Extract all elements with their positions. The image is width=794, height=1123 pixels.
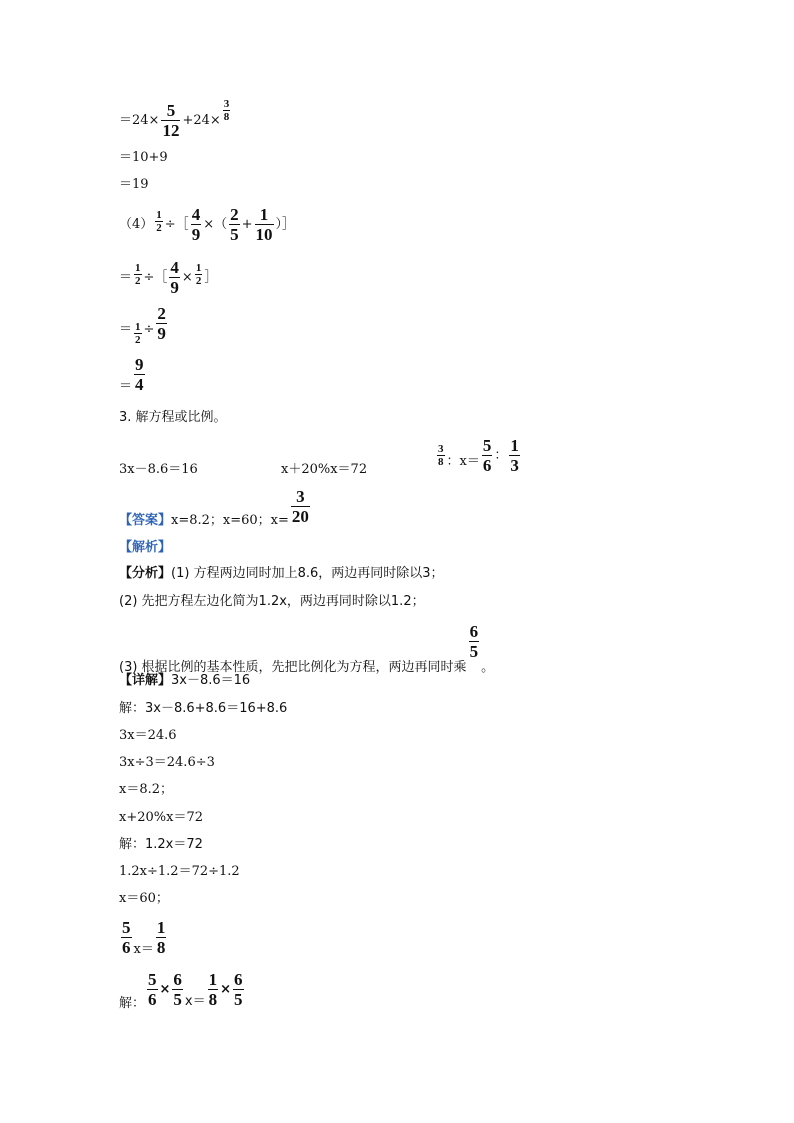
analysis-point-3 bbox=[119, 622, 495, 675]
denominator: 8 bbox=[223, 111, 230, 123]
part4-header bbox=[119, 205, 295, 244]
fraction bbox=[161, 101, 180, 140]
denominator: 5 bbox=[230, 225, 239, 244]
calc4-step-3 bbox=[119, 355, 147, 394]
detail-line: x＝8.2； bbox=[119, 782, 174, 797]
detail-line: 解：3x－8.6+8.6＝16+8.6 bbox=[119, 701, 288, 716]
numerator: 6 bbox=[173, 970, 182, 989]
text: (1) 方程两边同时加上8.6，两边再同时除以3； bbox=[171, 566, 444, 581]
text: 解： bbox=[119, 996, 146, 1011]
text: ）］ bbox=[275, 217, 296, 232]
denominator: 6 bbox=[482, 456, 492, 475]
denominator: 8 bbox=[438, 456, 444, 468]
equation-2: x＋20%x＝72 bbox=[281, 462, 368, 477]
numerator: 1 bbox=[510, 436, 519, 455]
text: 【详解】 bbox=[119, 673, 172, 688]
fraction bbox=[155, 209, 163, 234]
answer-tag: 【答案】 bbox=[119, 513, 172, 528]
calc4-step-1 bbox=[119, 258, 217, 297]
fraction bbox=[208, 970, 219, 1009]
fraction bbox=[191, 205, 202, 244]
text: ÷［ bbox=[143, 270, 168, 285]
fraction bbox=[134, 321, 142, 346]
fraction bbox=[482, 436, 493, 475]
fraction bbox=[291, 487, 310, 526]
numerator: 4 bbox=[191, 205, 201, 224]
denominator: 4 bbox=[135, 375, 144, 394]
analysis-point-2: (2) 先把方程左边化简为1.2x，两边再同时除以1.2； bbox=[119, 594, 425, 609]
text: + bbox=[241, 217, 253, 232]
denominator: 5 bbox=[234, 990, 243, 1009]
fraction bbox=[121, 918, 132, 957]
text: ： bbox=[494, 448, 508, 463]
fraction bbox=[156, 918, 167, 957]
denominator: 2 bbox=[135, 334, 141, 346]
numerator: 6 bbox=[469, 622, 479, 641]
numerator: 2 bbox=[157, 304, 166, 323]
detail-line: 3x÷3＝24.6÷3 bbox=[119, 755, 215, 770]
proportion-solution bbox=[119, 970, 246, 1009]
fraction bbox=[134, 262, 142, 287]
text: +24× bbox=[182, 113, 221, 128]
detail-line: 解：1.2x＝72 bbox=[119, 837, 203, 852]
text: 【分析】 bbox=[119, 566, 172, 581]
denominator: 3 bbox=[510, 456, 519, 475]
numerator: 6 bbox=[234, 970, 243, 989]
numerator: 5 bbox=[482, 436, 492, 455]
numerator: 1 bbox=[156, 209, 162, 221]
detail-line: 1.2x÷1.2＝72÷1.2 bbox=[119, 864, 240, 879]
analysis-point-1 bbox=[119, 566, 444, 582]
detail-head bbox=[119, 673, 250, 689]
text: ：x＝ bbox=[446, 454, 480, 469]
text: ＝ bbox=[119, 270, 133, 285]
calc-line-1 bbox=[119, 98, 232, 140]
fraction bbox=[229, 205, 240, 244]
calc-line-2: ＝10+9 bbox=[119, 150, 168, 165]
numerator: 1 bbox=[135, 262, 141, 274]
text: ＝24× bbox=[119, 113, 160, 128]
text: ×（ bbox=[203, 217, 228, 232]
equation-1: 3x－8.6＝16 bbox=[119, 462, 198, 477]
numerator: 3 bbox=[438, 443, 444, 455]
denominator: 8 bbox=[208, 990, 218, 1009]
text: x=8.2；x=60；x= bbox=[171, 513, 289, 528]
text: (3) 根据比例的基本性质，先把比例化为方程，两边再同时乘 bbox=[119, 660, 467, 675]
fraction bbox=[437, 443, 445, 468]
fraction bbox=[169, 258, 180, 297]
numerator: 5 bbox=[166, 101, 176, 120]
numerator: 1 bbox=[259, 205, 269, 224]
text: ＝ bbox=[119, 322, 133, 337]
fraction bbox=[134, 355, 145, 394]
denominator: 6 bbox=[122, 938, 131, 957]
fraction bbox=[156, 304, 167, 343]
text: ］ bbox=[204, 270, 218, 285]
detail-line: x＝60； bbox=[119, 891, 169, 906]
fraction bbox=[509, 436, 520, 475]
numerator: 2 bbox=[230, 205, 239, 224]
numerator: 1 bbox=[156, 918, 166, 937]
question-3-title: 3. 解方程或比例。 bbox=[119, 410, 227, 425]
detail-line: 3x＝24.6 bbox=[119, 728, 177, 743]
numerator: 5 bbox=[148, 970, 157, 989]
fraction bbox=[147, 970, 158, 1009]
numerator: 4 bbox=[170, 258, 179, 277]
denominator: 2 bbox=[135, 275, 141, 287]
text: ＝ bbox=[119, 379, 133, 394]
text: × bbox=[220, 982, 232, 997]
numerator: 3 bbox=[296, 487, 305, 506]
fraction bbox=[172, 970, 183, 1009]
text: 3x－8.6＝16 bbox=[171, 673, 251, 688]
text: ÷ bbox=[143, 322, 155, 337]
text: 。 bbox=[481, 660, 495, 675]
denominator: 8 bbox=[156, 938, 166, 957]
fraction bbox=[195, 262, 203, 287]
text: × bbox=[181, 270, 193, 285]
denominator: 20 bbox=[291, 507, 309, 526]
detail-line: x+20%x＝72 bbox=[119, 810, 203, 825]
denominator: 6 bbox=[148, 990, 157, 1009]
fraction bbox=[469, 622, 480, 661]
fraction bbox=[233, 970, 244, 1009]
answer-line bbox=[119, 487, 312, 526]
numerator: 9 bbox=[135, 355, 144, 374]
text: x＝ bbox=[184, 994, 206, 1009]
text: x＝ bbox=[133, 942, 154, 957]
text: × bbox=[159, 982, 171, 997]
numerator: 3 bbox=[223, 98, 230, 110]
proportion-equation bbox=[119, 918, 168, 957]
calc-line-3: ＝19 bbox=[119, 177, 149, 192]
fraction bbox=[223, 98, 231, 123]
text: （4） bbox=[119, 217, 154, 232]
denominator: 9 bbox=[157, 324, 166, 343]
denominator: 2 bbox=[195, 275, 202, 287]
denominator: 2 bbox=[156, 222, 162, 234]
numerator: 1 bbox=[208, 970, 218, 989]
denominator: 5 bbox=[173, 990, 182, 1009]
analysis-tag: 【解析】 bbox=[119, 540, 172, 555]
fraction bbox=[255, 205, 274, 244]
denominator: 9 bbox=[170, 278, 179, 297]
numerator: 1 bbox=[135, 321, 141, 333]
denominator: 10 bbox=[255, 225, 273, 244]
denominator: 5 bbox=[469, 642, 479, 661]
numerator: 5 bbox=[122, 918, 131, 937]
equation-3 bbox=[435, 436, 522, 475]
calc4-step-2 bbox=[119, 304, 169, 349]
numerator: 1 bbox=[195, 262, 202, 274]
denominator: 9 bbox=[191, 225, 201, 244]
denominator: 12 bbox=[162, 121, 180, 140]
text: ÷［ bbox=[164, 217, 189, 232]
